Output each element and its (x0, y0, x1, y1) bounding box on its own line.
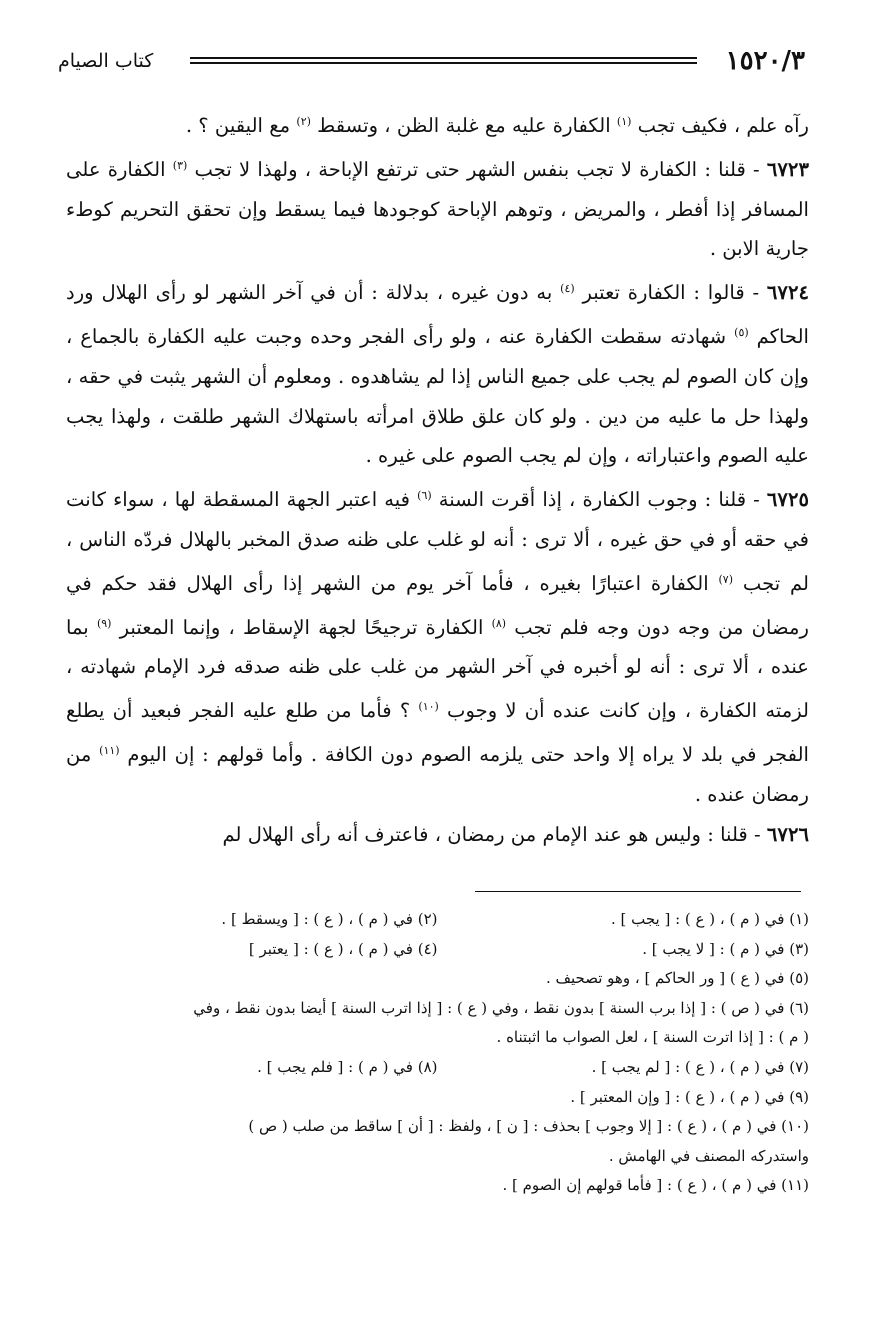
footnote: (٦) في ( ص ) : [ إذا برب السنة ] بدون نقط ، وفي ( ع ) : [ إذا اترب السنة ] أيضا بدون نقط ، وفي (193, 998, 809, 1017)
footnote: (٢) في ( م ) ، ( ع ) : [ ويسقط ] . (221, 910, 438, 928)
footnote-ref: (٥) (734, 325, 749, 339)
footnote: (٧) في ( م ) ، ( ع ) : [ لم يجب ] . (591, 1057, 809, 1076)
paragraph-number: ٦٧٢٥ (766, 488, 810, 512)
text-run: الكفارة عليه مع غلبة الظن ، وتسقط (317, 114, 611, 137)
main-text (66, 102, 809, 854)
text-run: بما عنده ، ألا ترى : أنه لو أخبره في آخر الشهر من غلب على ظنه صدقه فرد الإمام شهادته ، لزمته الكفارة ، وإن كانت عنده أن لا وجوب (66, 615, 810, 723)
paragraph-number: ٦٧٢٦ (766, 822, 809, 846)
footnote: (٩) في ( م ) ، ( ع ) : [ وإن المعتبر ] . (570, 1087, 809, 1106)
paragraph (66, 815, 809, 855)
text-run: الكفارة ترجيحًا لجهة الإسقاط ، وإنما المعتبر (119, 615, 484, 639)
footnote-ref: (١) (616, 115, 632, 128)
book-title: كتاب الصيام (58, 50, 154, 72)
footnote-ref: (١١) (99, 743, 120, 757)
footnote-continuation: ( م ) : [ إذا اترت السنة ] ، لعل الصواب ما اثبتناه . (496, 1028, 809, 1047)
footnote-ref: (٦) (417, 489, 432, 503)
footnote-ref: (٢) (296, 115, 311, 128)
text-run: من رمضان عنده . (66, 742, 809, 806)
footnotes (66, 905, 809, 1201)
footnote: (١٠) في ( م ) ، ( ع ) : [ إلا وجوب ] بحذف : [ ن ] ، ولفظ : [ أن ] ساقط من صلب ( ص ) (248, 1117, 809, 1136)
footnote-ref: (٩) (96, 616, 112, 630)
text-run: ؟ فأما من طلع عليه الفجر فبعيد أن يطلع الفجر في بلد لا يراه إلا واحد حتى يلزمه الصوم دون الكافة . وأما قولهم : إن اليوم (66, 699, 810, 766)
footnote: (٤) في ( م ) ، ( ع ) : [ يعتبر ] (248, 939, 438, 958)
text-run: شهادته سقطت الكفارة عنه ، ولو رأى الفجر وحده وجبت عليه الكفارة بالجماع ، وإن كان الصوم لم يجب على جميع الناس إذا لم يشاهدوه . ومعلوم أن الشهر يثبت في حقه ، ولهذا حل ما عليه من دين . ولو كان علق طلاق امرأته باستهلاك الشهر طلقت ، ولهذا يجب عليه الصوم واعتباراته ، وإن لم يجب الصوم على غيره . (66, 324, 809, 468)
footnote-ref: (٨) (491, 616, 507, 630)
footnote-row (66, 1053, 809, 1083)
text-run: مع اليقين ؟ . (185, 114, 291, 137)
footnote: (١١) في ( م ) ، ( ع ) : [ فأما قولهم إن الصوم ] . (502, 1176, 809, 1195)
text-run: الكفارة اعتبارًا بغيره ، فأما آخر يوم من الشهر إذا رأى الهلال فقد حكم في رمضان من وجه دون وجه فلم تجب (66, 571, 809, 639)
footnote: (٣) في ( م ) : [ لا يجب ] . (642, 939, 809, 958)
text-run: رآه علم ، فكيف تجب (637, 114, 809, 137)
paragraph (66, 102, 809, 146)
paragraph (66, 476, 809, 814)
text-run: - قلنا : وجوب الكفارة ، إذا أقرت السنة (438, 488, 760, 512)
header-double-rule (190, 57, 697, 64)
text-run: الكفارة على المسافر إذا أفطر ، والمريض ، وتوهم الإباحة كوجودها فيما يسقط وإن تحقق التحريم كوطء جارية الابن . (66, 157, 809, 261)
footnote-row (66, 905, 809, 935)
footnote-ref: (٧) (718, 572, 734, 586)
footnote-ref: (٣) (172, 158, 188, 172)
footnote-ref: (١٠) (418, 700, 439, 714)
text-run: - قلنا : الكفارة لا تجب بنفس الشهر حتى ترتفع الإباحة ، ولهذا لا تجب (194, 157, 760, 181)
paragraph (66, 146, 809, 269)
text-run: - قلنا : وليس هو عند الإمام من رمضان ، فاعترف أنه رأى الهلال لم (222, 822, 761, 846)
text-run: فيه اعتبر الجهة المسقطة لها ، سواء كانت في حقه أو في حق غيره ، ألا ترى : أنه لو غلب على ظنه صدق المخبر بالهلال فردّه الناس ، لم تجب (66, 488, 809, 595)
footnote: (٨) في ( م ) : [ فلم يجب ] . (257, 1057, 438, 1076)
footnote-continuation: واستدركه المصنف في الهامش . (608, 1146, 809, 1165)
paragraph (66, 269, 809, 476)
footnote: (١) في ( م ) ، ( ع ) : [ يجب ] . (610, 910, 809, 928)
text-run: - قالوا : الكفارة تعتبر (582, 281, 760, 305)
footnote-row (66, 935, 809, 965)
footnote-ref: (٤) (560, 282, 575, 296)
paragraph-number: ٦٧٢٤ (766, 281, 809, 305)
footnote: (٥) في ( ع ) [ ور الحاكم ] ، وهو تصحيف . (545, 969, 809, 988)
page-number: ١٥٢٠/٣ (725, 46, 805, 76)
footnote-separator (475, 891, 801, 892)
paragraph-number: ٦٧٢٣ (766, 157, 809, 181)
page-header (58, 44, 805, 80)
text-run: به دون غيره ، بدلالة : أن في آخر الشهر لو رأى الهلال ورد الحاكم (66, 281, 809, 348)
